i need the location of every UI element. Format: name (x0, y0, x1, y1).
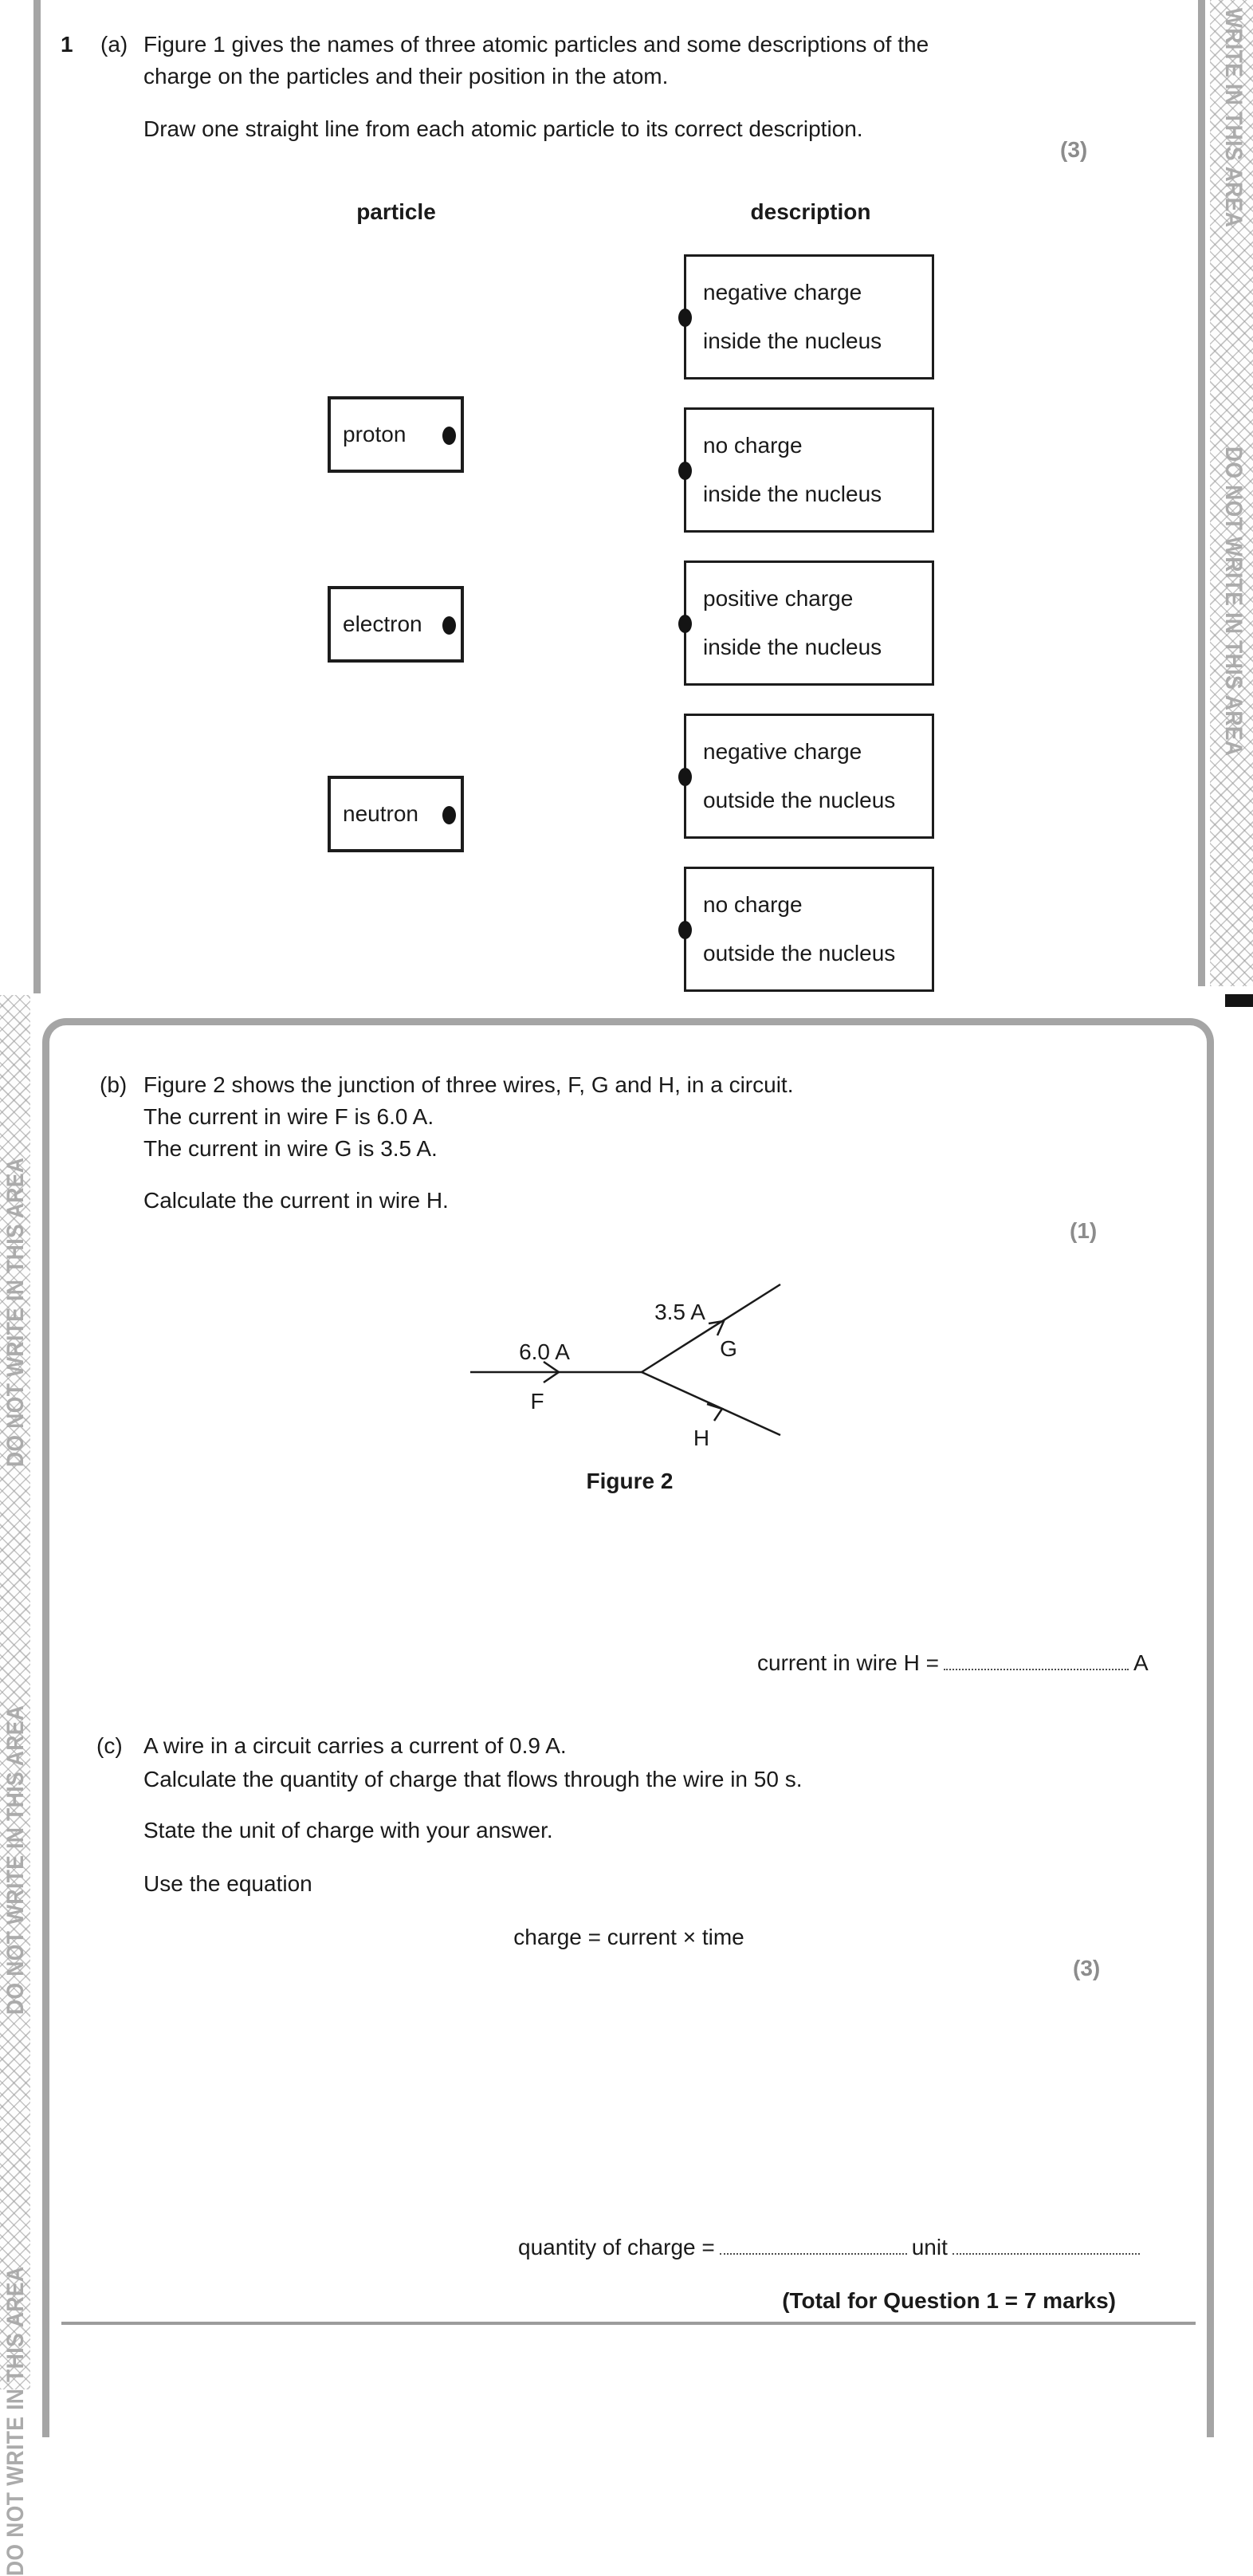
part-b-marks: (1) (1070, 1218, 1098, 1243)
connector-dot[interactable] (678, 768, 692, 786)
connector-dot[interactable] (442, 806, 456, 824)
connector-dot[interactable] (678, 921, 692, 939)
figure2-label-g: G (720, 1336, 737, 1361)
unit-label-c: unit (911, 2235, 948, 2259)
margin-text-write-in-this-area: WRITE IN THIS AREA (1220, 8, 1247, 228)
connector-dot[interactable] (442, 616, 456, 635)
description-box-4 (684, 714, 934, 839)
figure2-label-h: H (693, 1426, 710, 1450)
particle-label: electron (343, 612, 422, 636)
part-a-line2: charge on the particles and their position in the atom. (143, 64, 669, 88)
figure2-diagram (442, 1248, 817, 1471)
part-b-line1: Figure 2 shows the junction of three wires, F, G and H, in a circuit. (143, 1072, 794, 1097)
answer-field-current-h[interactable] (944, 1653, 1129, 1670)
connector-dot[interactable] (442, 427, 456, 445)
part-b-line2: The current in wire F is 6.0 A. (143, 1104, 434, 1129)
particle-label: proton (343, 422, 407, 446)
part-c-line1: A wire in a circuit carries a current of 0.9 A. (143, 1733, 567, 1758)
page1-left-border (33, 0, 41, 993)
wire-g (642, 1284, 780, 1372)
part-a-instruction: Draw one straight line from each atomic particle to its correct description. (143, 116, 863, 141)
description-line: outside the nucleus (703, 788, 896, 812)
description-line: no charge (703, 433, 803, 458)
connector-dot[interactable] (678, 309, 692, 327)
particle-box-neutron (328, 776, 464, 852)
answer-field-unit[interactable] (953, 2237, 1140, 2255)
column-header-particle: particle (356, 199, 436, 224)
part-b-line3: The current in wire G is 3.5 A. (143, 1136, 438, 1161)
page2-frame (42, 1018, 1214, 2437)
figure2-caption: Figure 2 (586, 1469, 674, 1493)
figure2-label-f: F (530, 1389, 544, 1414)
description-line: inside the nucleus (703, 328, 882, 353)
part-c-line3: State the unit of charge with your answer. (143, 1818, 553, 1843)
description-line: inside the nucleus (703, 482, 882, 506)
figure2-current-f: 6.0 A (519, 1339, 570, 1364)
description-line: negative charge (703, 739, 862, 764)
question-separator (61, 2322, 1196, 2325)
connector-dot[interactable] (678, 462, 692, 480)
description-line: no charge (703, 892, 803, 917)
margin-text-do-not-write: DO NOT WRITE IN THIS AREA (2, 1157, 29, 1467)
answer-line-c (518, 2235, 1145, 2260)
description-line: negative charge (703, 280, 862, 305)
part-c-equation: charge = current × time (513, 1925, 744, 1949)
answer-unit-b: A (1133, 1650, 1149, 1675)
description-box-5 (684, 867, 934, 992)
margin-text-do-not-write: DO NOT WRITE IN THIS AREA (1220, 446, 1247, 757)
description-box-2 (684, 407, 934, 533)
description-line: outside the nucleus (703, 941, 896, 966)
part-c-line2: Calculate the quantity of charge that flows through the wire in 50 s. (143, 1767, 803, 1791)
margin-band-left (0, 995, 30, 2576)
wire-h (642, 1372, 780, 1435)
particle-box-electron (328, 586, 464, 663)
particle-label: neutron (343, 801, 418, 826)
description-line: inside the nucleus (703, 635, 882, 659)
part-a-label: (a) (100, 32, 128, 57)
margin-text-do-not-write: DO NOT WRITE IN THIS AREA (2, 2266, 29, 2576)
page-edge-marker (1225, 994, 1253, 1007)
part-b-label: (b) (100, 1072, 128, 1097)
margin-band-right (1210, 0, 1253, 986)
part-a-line1: Figure 1 gives the names of three atomic particles and some descriptions of the (143, 32, 929, 57)
part-a-marks: (3) (1060, 137, 1088, 162)
description-box-3 (684, 560, 934, 686)
arrow-h-icon (707, 1404, 722, 1421)
particle-box-proton (328, 396, 464, 473)
question-number: 1 (61, 32, 73, 57)
page1-right-border (1198, 0, 1205, 986)
column-header-description: description (750, 199, 871, 224)
description-box-1 (684, 254, 934, 380)
part-c-label: (c) (96, 1733, 123, 1758)
figure2-current-g: 3.5 A (654, 1300, 705, 1324)
answer-line-b (757, 1650, 1149, 1676)
description-line: positive charge (703, 586, 854, 611)
answer-label-c: quantity of charge = (518, 2235, 715, 2259)
total-marks-line: (Total for Question 1 = 7 marks) (782, 2288, 1116, 2313)
answer-field-charge[interactable] (720, 2237, 907, 2255)
margin-text-do-not-write: DO NOT WRITE IN THIS AREA (2, 1705, 29, 2015)
answer-label-b: current in wire H = (757, 1650, 939, 1675)
part-c-marks: (3) (1073, 1956, 1101, 1980)
connector-dot[interactable] (678, 615, 692, 633)
part-b-line4: Calculate the current in wire H. (143, 1188, 449, 1213)
part-c-line4: Use the equation (143, 1871, 312, 1896)
